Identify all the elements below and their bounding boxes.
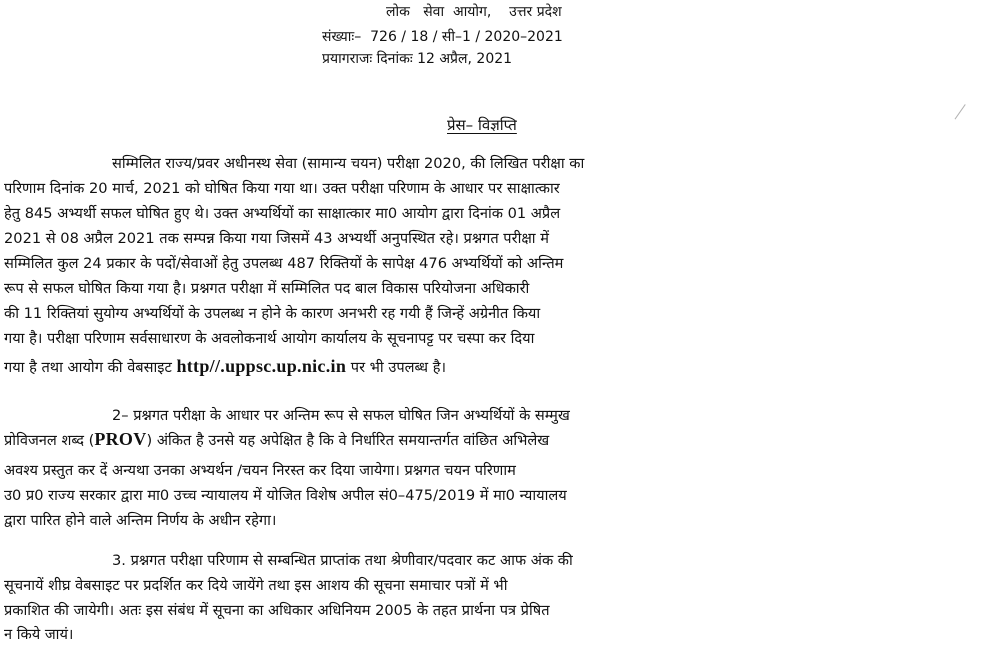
paragraph-line: अवश्य प्रस्तुत कर दें अन्यथा उनका अभ्यर्थन /चयन निरस्त कर दिया जायेगा। प्रश्नगत चयन परिणाम: [4, 462, 516, 479]
issue-date: प्रयागराजः दिनांकः 12 अप्रैल, 2021: [322, 51, 513, 67]
paragraph-line: प्रकाशित की जायेगी। अतः इस संबंध में सूचना का अधिकार अधिनियम 2005 के तहत प्रार्थना पत्र प्रेषित: [4, 602, 550, 619]
paragraph-line: न किये जायं।: [4, 626, 74, 643]
paragraph-text: पर भी उपलब्ध है।: [346, 359, 447, 376]
paragraph-line: गया है। परीक्षा परिणाम सर्वसाधारण के अवलोकनार्थ आयोग कार्यालय के सूचनापट्ट पर चस्पा कर दिया: [4, 330, 535, 347]
organization-name: लोक सेवा आयोग, उत्तर प्रदेश: [386, 4, 562, 20]
paragraph-line: सूचनायें शीघ्र वेबसाइट पर प्रदर्शित कर दिये जायेंगे तथा इस आशय की सूचना समाचार पत्रों में भी: [4, 577, 508, 594]
paragraph-line: द्वारा पारित होने वाले अन्तिम निर्णय के अधीन रहेगा।: [4, 512, 277, 529]
paragraph-text: गया है तथा आयोग की वेबसाइट: [4, 359, 177, 376]
paragraph-line-prov: [4, 428, 549, 452]
prov-keyword: PROV: [94, 429, 147, 449]
paragraph-line-website: [4, 355, 446, 379]
paragraph-text: प्रोविजनल शब्द (: [4, 432, 95, 449]
paragraph-line: 3. प्रश्नगत परीक्षा परिणाम से सम्बन्धित प्राप्तांक तथा श्रेणीवार/पदवार कट आफ अंक की: [112, 552, 573, 569]
paragraph-line: 2– प्रश्नगत परीक्षा के आधार पर अन्तिम रूप से सफल घोषित जिन अभ्यर्थियों के सम्मुख: [112, 407, 570, 424]
paragraph-text: ) अंकित है उनसे यह अपेक्षित है कि वे निर्धारित समयान्तर्गत वांछित अभिलेख: [146, 432, 550, 449]
paragraph-line: रूप से सफल घोषित किया गया है। प्रश्नगत परीक्षा में सम्मिलित पद बाल विकास परियोजना अधिकारी: [4, 280, 530, 297]
paragraph-line: की 11 रिक्तियां सुयोग्य अभ्यर्थियों के उपलब्ध न होने के कारण अनभरी रह गयी हैं जिन्हें अग्रेनीत किया: [4, 305, 541, 322]
paragraph-line: हेतु 845 अभ्यर्थी सफल घोषित हुए थे। उक्त अभ्यर्थियों का साक्षात्कार मा0 आयोग द्वारा दिनांक 01 अप्रैल: [4, 205, 561, 222]
paragraph-line: सम्मिलित कुल 24 प्रकार के पदों/सेवाओं हेतु उपलब्ध 487 रिक्तियों के सापेक्ष 476 अभ्यर्थियों को अन्तिम: [4, 255, 564, 272]
reference-number: संख्याः– 726 / 18 / सी–1 / 2020–2021: [322, 29, 563, 45]
document-title: प्रेस– विज्ञप्ति: [447, 116, 517, 134]
paragraph-line: परिणाम दिनांक 20 मार्च, 2021 को घोषित किया गया था। उक्त परीक्षा परिणाम के आधार पर साक्षात्कार: [4, 180, 560, 197]
paragraph-line: 2021 से 08 अप्रैल 2021 तक सम्पन्न किया गया जिसमें 43 अभ्यर्थी अनुपस्थित रहे। प्रश्नगत परीक्षा में: [4, 230, 549, 247]
paragraph-line: उ0 प्र0 राज्य सरकार द्वारा मा0 उच्च न्यायालय में योजित विशेष अपील सं0–475/2019 में मा0 न्यायालय: [4, 487, 567, 504]
website-link[interactable]: http//.uppsc.up.nic.in: [176, 356, 347, 376]
paragraph-line: सम्मिलित राज्य/प्रवर अधीनस्थ सेवा (सामान्य चयन) परीक्षा 2020, की लिखित परीक्षा का: [112, 155, 585, 172]
scan-mark: [955, 104, 981, 130]
